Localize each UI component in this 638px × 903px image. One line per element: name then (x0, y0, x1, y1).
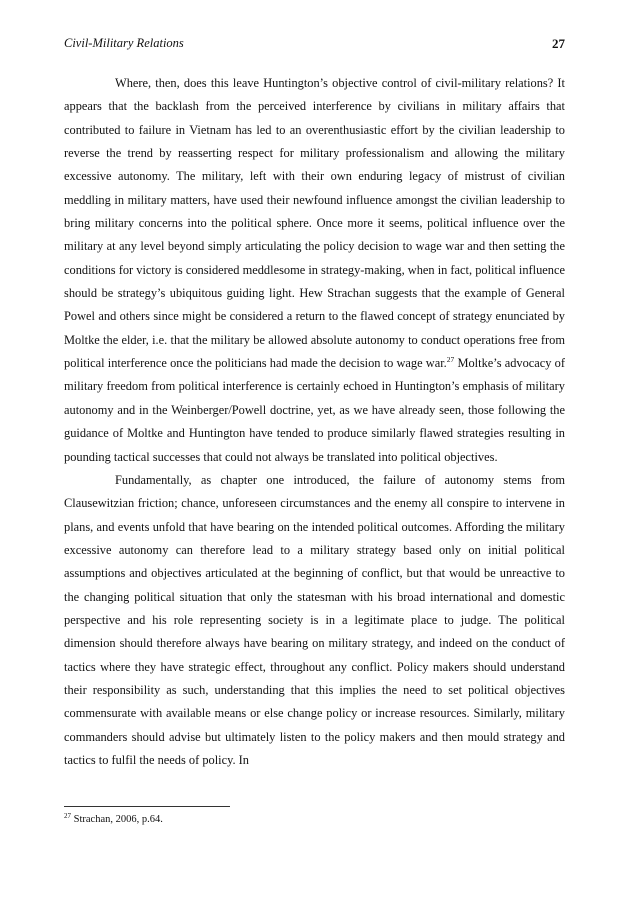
footnote-text: Strachan, 2006, p.64. (73, 814, 163, 825)
paragraph-1 (64, 72, 565, 469)
footnote-ref-27[interactable]: 27 (446, 355, 455, 365)
footnote-27 (64, 813, 565, 827)
page-number: 27 (552, 36, 565, 51)
paragraph-1-text-b: Moltke’s advocacy of military freedom from political interference is certainly echoed in Huntington’s emphasis of military autonomy and in the Weinberger/Powell doctrine, yet, as we have already seen, those following the guidance of Moltke and Huntington have tended to produce similarly flawed strategies resulting in pounding tactical successes that could not always be translated into political objectives. (64, 356, 565, 464)
paragraph-1-text-a: Where, then, does this leave Huntington’s objective control of civil-military relations? It appears that the backlash from the perceived interference by civilians in military affairs that contributed to failure in Vietnam has led to an overenthusiastic effort by the civilian leadership to reverse the trend by reasserting respect for military professionalism and allowing the military excessive autonomy. The military, left with their own enduring legacy of mistrust of civilian meddling in military matters, have used their newfound influence amongst the civilian leadership to bring military concerns into the political sphere. Once more it seems, political influence over the military at any level beyond simply articulating the policy decision to wage war and then setting the conditions for victory is considered meddlesome in strategy-making, when in fact, political influence should be strategy’s ubiquitous guiding light. Hew Strachan suggests that the example of General Powel and others since might be considered a return to the flawed concept of strategy enunciated by Moltke the elder, i.e. that the military be allowed absolute autonomy to conduct operations free from political interference once the politicians had made the decision to wage war. (64, 76, 565, 371)
paragraph-2: Fundamentally, as chapter one introduced, the failure of autonomy stems from Clausewitzian friction; chance, unforeseen circumstances and the enemy all conspire to intervene in plans, and events unfold that have bearing on the intended political outcomes. Affording the military excessive autonomy can therefore lead to a military strategy based only on initial political assumptions and objectives articulated at the beginning of conflict, but that would be unreactive to the changing political situation that only the statesman with his broad international and domestic perspective and his role representing society is in a legitimate place to judge. The political dimension should therefore always have bearing on military strategy, and indeed on the conduct of tactics where they have strategic effect, throughout any conflict. Policy makers should understand their responsibility as such, understanding that this implies the need to set political objectives commensurate with available means or else change policy or increase resources. Similarly, military commanders should advise but ultimately listen to the policy makers and then mould strategy and tactics to fulfil the needs of policy. In (64, 472, 565, 767)
footnote-separator (64, 806, 230, 807)
running-head: Civil-Military Relations (64, 36, 184, 50)
page-header (64, 36, 565, 54)
footnote-number: 27 (64, 812, 71, 820)
body-text (64, 72, 565, 772)
